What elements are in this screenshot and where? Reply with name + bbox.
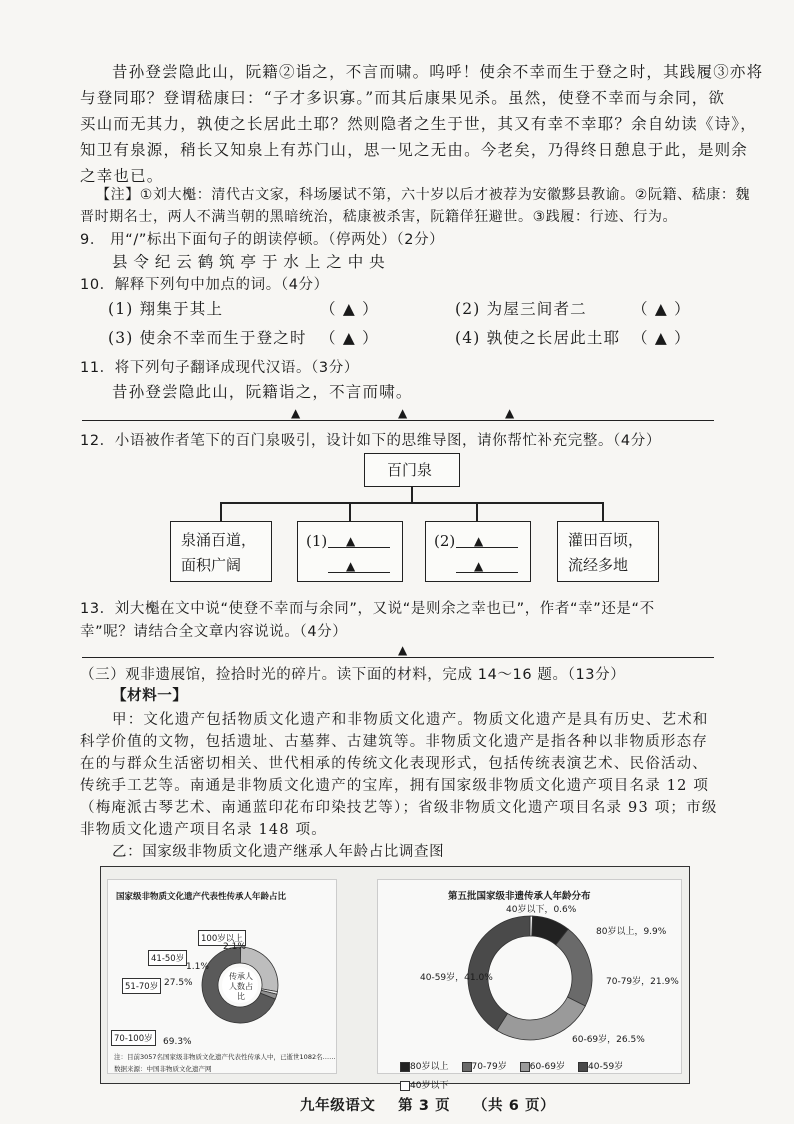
connector <box>220 502 603 504</box>
legend-item <box>400 1062 448 1072</box>
right-label-under40: 40岁以下，0.6% <box>506 905 577 915</box>
legend-item <box>520 1062 565 1072</box>
q11-answer-line[interactable] <box>82 420 714 421</box>
left-chart-title: 国家级非物质文化遗产代表性传承人年龄占比 <box>116 892 287 902</box>
jia-line: （梅庵派古琴艺术、南通蓝印花布印染技艺等）；省级非物质文化遗产项目名录 93 项；市级 <box>80 800 718 816</box>
left-label-70-100: 70-100岁 <box>111 1030 156 1046</box>
left-footnote: 注：目前3057名国家级非物质文化遗产代表性传承人中，已逝世1082名…… <box>114 1053 336 1061</box>
legend-swatch <box>400 1062 410 1072</box>
right-label-40-59: 40-59岁，41.0% <box>420 973 493 983</box>
q9-title: 9． 用“/”标出下面句子的朗读停顿。（停两处）（2分） <box>80 232 445 248</box>
legend-label: 40岁以下 <box>410 1081 449 1091</box>
mind-map-right <box>557 521 659 582</box>
left-label-41-50: 41-50岁 <box>148 950 187 966</box>
connector <box>349 502 351 522</box>
connector <box>220 502 222 522</box>
right-chart-panel <box>377 879 682 1091</box>
yi-title: 乙：国家级非物质文化遗产继承人年龄占比调查图 <box>112 844 445 860</box>
right-legend <box>400 1054 681 1092</box>
right-slice-40岁以下 <box>530 916 532 936</box>
mind-map-blank-1[interactable] <box>297 521 403 582</box>
mind-map-right-line: 灌田百顷， <box>568 531 644 549</box>
q13-line: 幸”呢？请结合全文章内容说说。（4分） <box>80 624 348 640</box>
answer-mark: ▲ <box>398 406 408 420</box>
jia-line: 科学价值的文物，包括遗址、古墓葬、古建筑等。非物质文化遗产是指各种以非物质形态存 <box>80 734 708 750</box>
left-chart-panel <box>107 879 337 1074</box>
mind-map-left <box>170 521 272 582</box>
q10-title: 10．解释下列句中加点的词。（4分） <box>80 277 329 293</box>
legend-swatch <box>520 1062 530 1072</box>
legend-swatch <box>462 1062 472 1072</box>
passage-line: 知卫有泉源，稍长又知泉上有苏门山，思一见之无由。今老矣，乃得终日憩息于此，是则余 <box>80 141 749 159</box>
legend-item <box>400 1081 448 1091</box>
page-footer: 九年级语文 第 3 页 （共 6 页） <box>300 1098 556 1114</box>
passage-line: 买山而无其力，孰使之长居此土耶？然则隐者之生于世，其又有幸不幸耶？余自幼读《诗》， <box>80 115 757 133</box>
mind-map-left-line: 面积广阔 <box>181 556 242 574</box>
q10-item-1: (1) 翔集于其上 <box>108 300 224 318</box>
q11-title: 11．将下列句子翻译成现代汉语。（3分） <box>80 360 359 376</box>
jia-line: 甲：文化遗产包括物质文化遗产和非物质文化遗产。物质文化遗产是具有历史、艺术和 <box>112 712 709 728</box>
left-pct-100plus: 2.1% <box>223 942 246 952</box>
q10-blank-3[interactable]: （ ▲ ） <box>320 329 379 347</box>
jia-line: 传统手工艺等。南通是非物质文化遗产的宝库，拥有国家级非物质文化遗产项目名录 12 项 <box>80 778 710 794</box>
left-pct-51-70: 27.5% <box>164 978 193 988</box>
passage-line: 之幸也已。 <box>80 167 164 185</box>
chart-figure <box>100 866 690 1091</box>
mind-map-root <box>364 453 460 487</box>
connector <box>411 487 413 503</box>
blank-underline <box>456 572 518 573</box>
q13-line: 13．刘大櫆在文中说“使登不幸而与余同”，又说“是则余之幸也已”，作者“幸”还是“不 <box>80 601 655 617</box>
legend-item <box>578 1062 623 1072</box>
mind-map-right-line: 流经多地 <box>568 556 629 574</box>
legend-label: 80岁以上 <box>410 1062 449 1072</box>
legend-label: 40-59岁 <box>588 1062 624 1072</box>
right-label-80plus: 80岁以上，9.9% <box>596 927 667 937</box>
section3-title: （三）观非遗展馆，捡拾时光的碎片。读下面的材料，完成 14～16 题。（13分） <box>80 667 626 683</box>
answer-mark: ▲ <box>474 534 484 548</box>
jia-line: 在的与群众生活密切相关、世代相承的传统文化表现形式，包括传统表演艺术、民俗活动、 <box>80 756 708 772</box>
left-pct-70-100: 69.3% <box>163 1037 192 1047</box>
answer-mark: ▲ <box>505 406 515 420</box>
connector <box>602 502 604 522</box>
answer-mark: ▲ <box>346 559 356 573</box>
right-chart-title: 第五批国家级非遗传承人年龄分布 <box>448 891 591 902</box>
q10-blank-4[interactable]: （ ▲ ） <box>632 329 691 347</box>
left-pct-41-50: 1.1% <box>186 962 209 972</box>
blank-1-label: (1) <box>306 532 328 550</box>
legend-swatch <box>400 1081 410 1091</box>
legend-item <box>462 1062 507 1072</box>
note-line: 【注】①刘大櫆：清代古文家，科场屡试不第，六十岁以后才被荐为安徽黟县教谕。②阮籍、嵇康：魏 <box>96 187 751 203</box>
left-center-label: 传承人人数占比 <box>229 972 253 1001</box>
q10-blank-1[interactable]: （ ▲ ） <box>320 300 379 318</box>
q10-item-4: (4) 孰使之长居此土耶 <box>455 329 621 347</box>
blank-underline <box>328 547 390 548</box>
blank-underline <box>328 572 390 573</box>
connector <box>476 502 478 522</box>
q10-item-3: (3) 使余不幸而生于登之时 <box>108 329 307 347</box>
left-label-51-70: 51-70岁 <box>122 978 161 994</box>
q12-title: 12．小语被作者笔下的百门泉吸引，设计如下的思维导图，请你帮忙补充完整。（4分） <box>80 433 661 449</box>
q11-sentence: 昔孙登尝隐此山，阮籍诣之，不言而啸。 <box>112 383 413 401</box>
right-label-60-69: 60-69岁，26.5% <box>572 1035 645 1045</box>
note-line: 晋时期名士，两人不满当朝的黑暗统治，嵇康被杀害，阮籍佯狂避世。③践履：行迹、行为。 <box>80 209 678 225</box>
left-label-100plus: 100岁以上 <box>198 930 246 946</box>
right-slice-70-79岁 <box>556 929 592 1006</box>
blank-2-label: (2) <box>434 532 456 550</box>
answer-mark: ▲ <box>474 559 484 573</box>
mind-map-left-line: 泉涌百道， <box>181 531 257 549</box>
left-source: 数据来源：中国非物质文化遗产网 <box>114 1065 212 1073</box>
right-label-70-79: 70-79岁，21.9% <box>606 977 679 987</box>
passage-line: 与登同耶？登谓嵇康曰：“子才多识寡。”而其后康果见杀。虽然，使登不幸而与余同，欲 <box>80 89 726 107</box>
material-label: 【材料一】 <box>112 688 188 704</box>
legend-swatch <box>578 1062 588 1072</box>
mind-map-blank-2[interactable] <box>425 521 531 582</box>
legend-label: 70-79岁 <box>471 1062 507 1072</box>
answer-mark: ▲ <box>398 643 408 657</box>
q10-item-2: (2) 为屋三间者二 <box>455 300 587 318</box>
jia-line: 非物质文化遗产项目名录 148 项。 <box>80 822 327 838</box>
answer-mark: ▲ <box>291 406 301 420</box>
answer-mark: ▲ <box>346 534 356 548</box>
q9-sentence: 县 令 纪 云 鹤 筑 亭 于 水 上 之 中 央 <box>112 253 386 271</box>
q10-blank-2[interactable]: （ ▲ ） <box>632 300 691 318</box>
blank-underline <box>456 547 518 548</box>
legend-label: 60-69岁 <box>529 1062 565 1072</box>
mind-map-root-label: 百门泉 <box>387 461 433 479</box>
passage-line: 昔孙登尝隐此山，阮籍②诣之，不言而啸。呜呼！使余不幸而生于登之时，其践履③亦将 <box>112 63 764 81</box>
q13-answer-line[interactable] <box>82 657 714 658</box>
